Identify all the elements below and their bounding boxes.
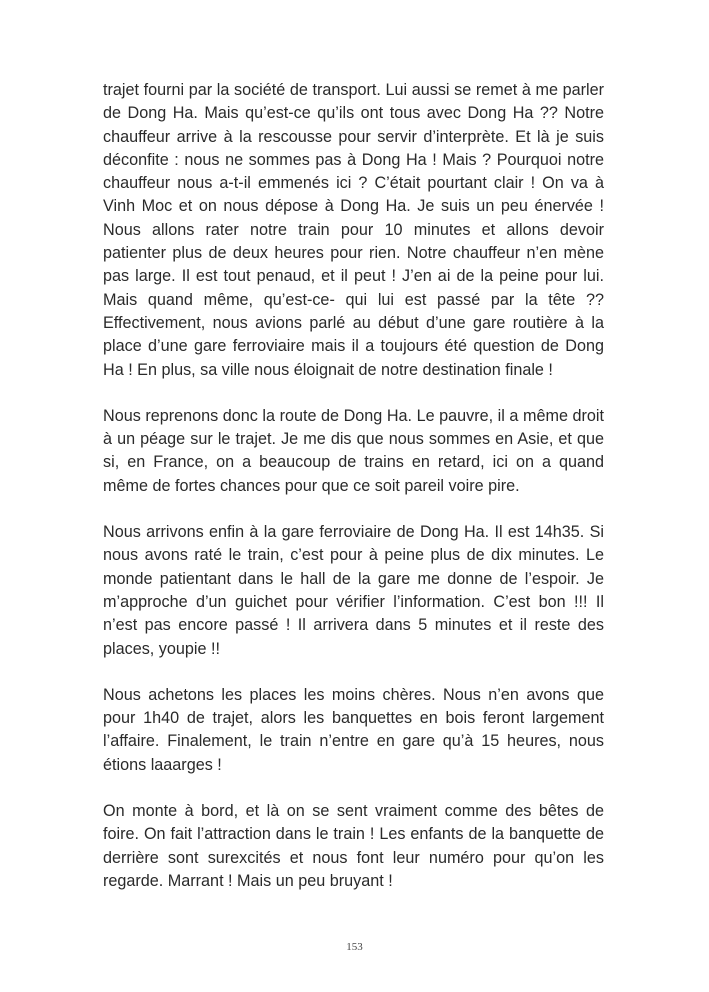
body-text — [103, 79, 604, 916]
paragraph-2: Nous reprenons donc la route de Dong Ha. Le pauvre, il a même droit à un péage sur le trajet. Je me dis que nous sommes en Asie, et que si, en France, on a beaucoup de trains en retard, ici on a quand même de fortes chances pour que ce soit pareil voire pire. — [103, 406, 604, 495]
paragraph-1: trajet fourni par la société de transport. Lui aussi se remet à me parler de Dong Ha. Mais qu’est-ce qu’ils ont tous avec Dong Ha ?? Notre chauffeur arrive à la rescousse pour servir d’interprète. Et là je suis déconfite : nous ne sommes pas à Dong Ha ! Mais ? Pourquoi notre chauffeur nous a-t-il emmenés ici ? C’était pourtant clair ! On va à Vinh Moc et on nous dépose à Dong Ha. Je suis un peu énervée ! Nous allons rater notre train pour 10 minutes et allons devoir patienter plus de deux heures pour rien. Notre chauffeur n’en mène pas large. Il est tout penaud, et il peut ! J’en ai de la peine pour lui. Mais quand même, qu’est-ce- qui lui est passé par la tête ?? Effectivement, nous avions parlé au début d’une gare routière à la place d’une gare ferroviaire mais il a toujours été question de Dong Ha ! En plus, sa ville nous éloignait de notre destination finale ! — [103, 81, 604, 379]
paragraph-3: Nous arrivons enfin à la gare ferroviaire de Dong Ha. Il est 14h35. Si nous avons raté le train, c’est pour à peine plus de dix minutes. Le monde patientant dans le hall de la gare me donne de l’espoir. Je m’approche d’un guichet pour vérifier l’information. C’est bon !!! Il n’est pas encore passé ! Il arrivera dans 5 minutes et il reste des places, youpie !! — [103, 523, 604, 658]
paragraph-4: Nous achetons les places les moins chères. Nous n’en avons que pour 1h40 de trajet, alors les banquettes en bois feront largement l’affaire. Finalement, le train n’entre en gare qu’à 15 heures, nous étions laaarges ! — [103, 685, 604, 774]
paragraph-5: On monte à bord, et là on se sent vraiment comme des bêtes de foire. On fait l’attraction dans le train ! Les enfants de la banquette de derrière sont surexcités et nous font leur numéro pour qu’on les regarde. Marrant ! Mais un peu bruyant ! — [103, 802, 604, 890]
page-number: 153 — [346, 941, 363, 953]
